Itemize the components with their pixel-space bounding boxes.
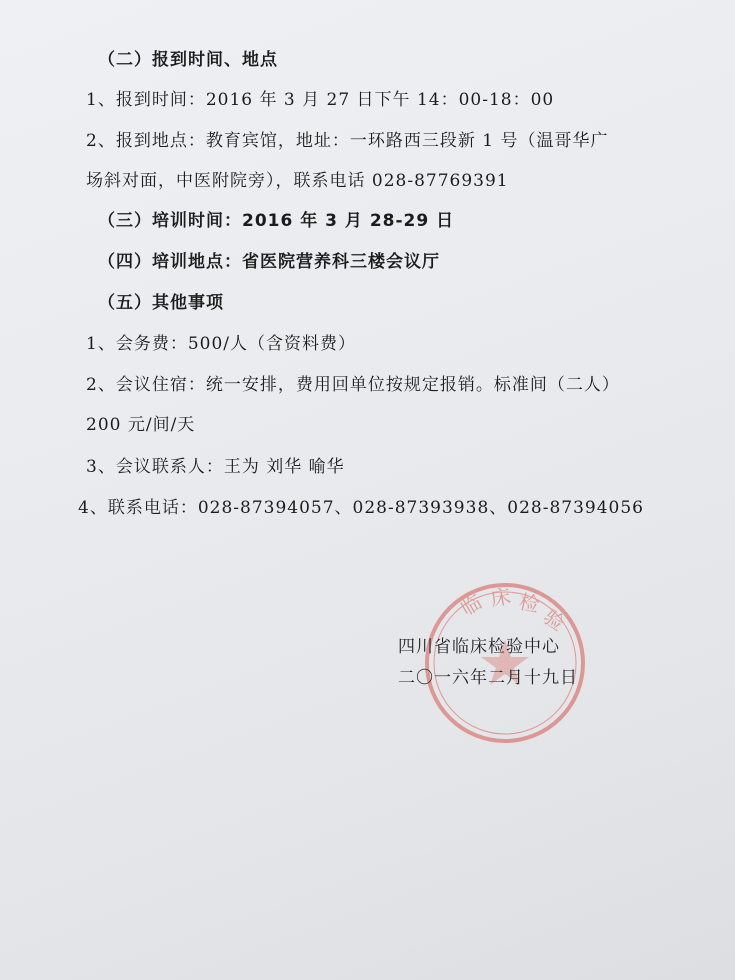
accommodation: 2、会议住宿：统一安排，费用回单位按规定报销。标准间（二人） [86,375,620,395]
contact-persons: 3、会议联系人：王为 刘华 喻华 [86,457,345,477]
svg-text:床: 床 [488,583,513,611]
issue-date: 二〇一六年二月十九日 [398,668,578,688]
svg-text:临: 临 [456,589,486,621]
training-time: （三）培训时间：2016 年 3 月 28-29 日 [98,211,455,231]
section-5-heading: （五）其他事项 [98,293,224,313]
registration-place-cont: 场斜对面，中医附院旁），联系电话 028-87769391 [86,171,509,191]
registration-time: 1、报到时间：2016 年 3 月 27 日下午 14：00-18：00 [86,90,555,110]
svg-text:检: 检 [516,589,542,618]
section-2-heading: （二）报到时间、地点 [98,50,278,70]
issuing-organization: 四川省临床检验中心 [398,637,560,657]
contact-phones: 4、联系电话：028-87394057、028-87393938、028-87394056 [78,498,644,518]
official-seal [420,578,590,748]
accommodation-cont: 200 元/间/天 [86,415,196,435]
conference-fee: 1、会务费：500/人（含资料费） [86,334,356,354]
registration-place: 2、报到地点：教育宾馆，地址：一环路西三段新 1 号（温哥华广 [86,131,609,151]
svg-text:验: 验 [539,604,570,636]
training-place: （四）培训地点：省医院营养科三楼会议厅 [98,252,440,272]
